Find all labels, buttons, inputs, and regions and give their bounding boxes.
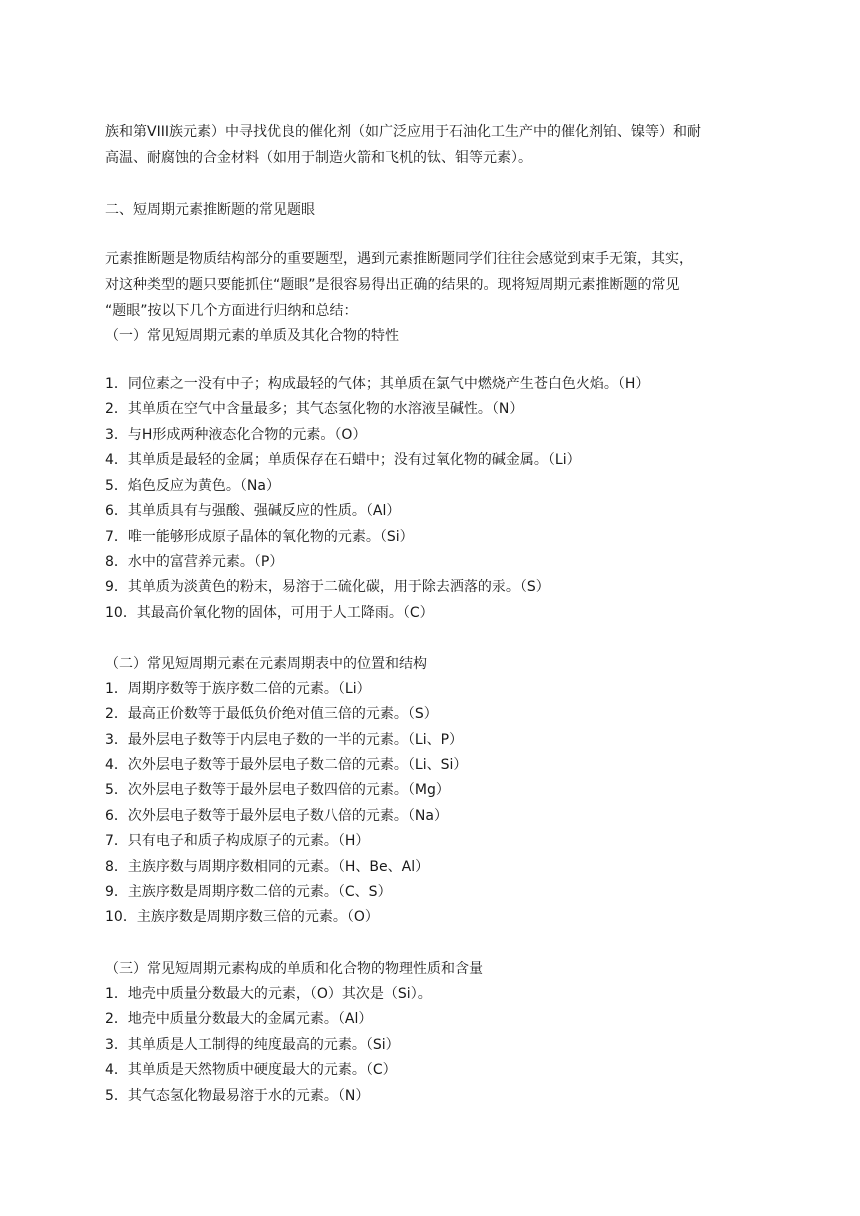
- part-1-item: 10．其最高价氧化物的固体，可用于人工降雨。（C）: [105, 605, 434, 621]
- intro-line-1: 族和第VIII族元素）中寻找优良的催化剂（如广泛应用于石油化工生产中的催化剂铂、镍等）和耐: [105, 124, 701, 140]
- part-3-item: 1．地壳中质量分数最大的元素，（O）其次是（Si）。: [105, 986, 432, 1002]
- part-2-item: 4．次外层电子数等于最外层电子数二倍的元素。（Li、Si）: [105, 757, 468, 773]
- section-2-paragraph-line-1: 元素推断题是物质结构部分的重要题型，遇到元素推断题同学们往往会感觉到束手无策，其实，: [105, 251, 693, 267]
- part-3-heading: （三）常见短周期元素构成的单质和化合物的物理性质和含量: [105, 961, 483, 977]
- section-2-paragraph-line-3: “题眼”按以下几个方面进行归纳和总结：: [105, 303, 358, 319]
- part-3-item: 3．其单质是人工制得的纯度最高的元素。（Si）: [105, 1037, 400, 1053]
- part-2-item: 6．次外层电子数等于最外层电子数八倍的元素。（Na）: [105, 808, 448, 824]
- part-1-item: 6．其单质具有与强酸、强碱反应的性质。（Al）: [105, 503, 401, 519]
- section-2-heading: 二、短周期元素推断题的常见题眼: [105, 202, 315, 218]
- part-1-item: 3．与H形成两种液态化合物的元素。（O）: [105, 427, 367, 443]
- part-2-item: 10．主族序数是周期序数三倍的元素。（O）: [105, 909, 379, 925]
- part-1-item: 2．其单质在空气中含量最多；其气态氢化物的水溶液呈碱性。（N）: [105, 401, 524, 417]
- part-2-item: 8．主族序数与周期序数相同的元素。（H、Be、Al）: [105, 859, 430, 875]
- part-2-heading: （二）常见短周期元素在元素周期表中的位置和结构: [105, 656, 427, 672]
- part-2-item: 7．只有电子和质子构成原子的元素。（H）: [105, 833, 370, 849]
- part-3-item: 2．地壳中质量分数最大的金属元素。（Al）: [105, 1011, 373, 1027]
- part-1-item: 9．其单质为淡黄色的粉末，易溶于二硫化碳，用于除去洒落的汞。（S）: [105, 579, 550, 595]
- part-3-item: 4．其单质是天然物质中硬度最大的元素。（C）: [105, 1062, 397, 1078]
- part-2-item: 3．最外层电子数等于内层电子数的一半的元素。（Li、P）: [105, 732, 464, 748]
- part-1-item: 8．水中的富营养元素。（P）: [105, 554, 284, 570]
- part-1-heading: （一）常见短周期元素的单质及其化合物的特性: [105, 328, 399, 344]
- part-1-item: 4．其单质是最轻的金属；单质保存在石蜡中；没有过氧化物的碱金属。（Li）: [105, 452, 581, 468]
- part-3-item: 5．其气态氢化物最易溶于水的元素。（N）: [105, 1088, 370, 1104]
- part-2-item: 5．次外层电子数等于最外层电子数四倍的元素。（Mg）: [105, 782, 450, 798]
- intro-line-2: 高温、耐腐蚀的合金材料（如用于制造火箭和飞机的钛、钼等元素）。: [105, 150, 532, 166]
- part-1-item: 7．唯一能够形成原子晶体的氧化物的元素。（Si）: [105, 529, 414, 545]
- part-2-item: 9．主族序数是周期序数二倍的元素。（C、S）: [105, 884, 392, 900]
- part-1-item: 5．焰色反应为黄色。（Na）: [105, 478, 280, 494]
- part-2-item: 1．周期序数等于族序数二倍的元素。（Li）: [105, 681, 371, 697]
- part-1-item: 1．同位素之一没有中子；构成最轻的气体；其单质在氯气中燃烧产生苍白色火焰。（H）: [105, 376, 650, 392]
- part-2-item: 2．最高正价数等于最低负价绝对值三倍的元素。（S）: [105, 706, 438, 722]
- section-2-paragraph-line-2: 对这种类型的题只要能抓住“题眼”是很容易得出正确的结果的。现将短周期元素推断题的常见: [105, 277, 680, 293]
